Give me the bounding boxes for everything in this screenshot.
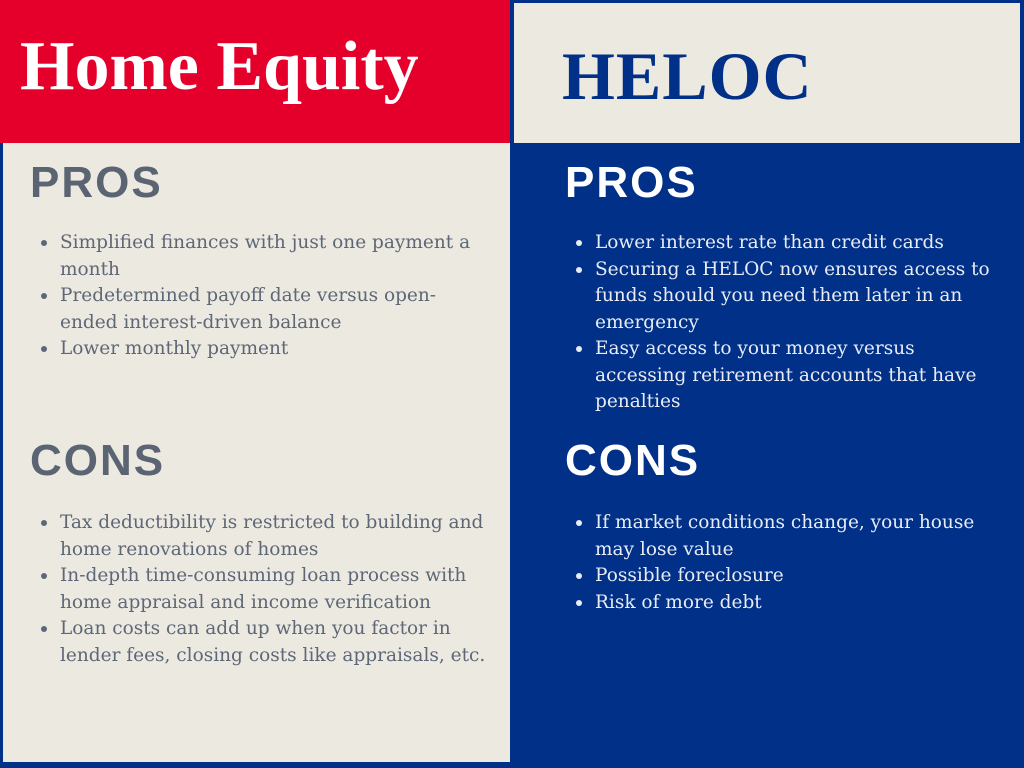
bullet-item: Securing a HELOC now ensures access to funds should you need them later in an emergency — [595, 257, 997, 337]
bullet-item: Possible foreclosure — [595, 563, 997, 590]
bullet-item: Tax deductibility is restricted to building and home renovations of homes — [60, 510, 490, 563]
heloc-pros-heading: PROS — [565, 158, 698, 207]
bottom-frame-border — [0, 762, 1024, 768]
bullet-item: Easy access to your money versus accessing retirement accounts that have penalties — [595, 336, 997, 416]
heloc-header — [514, 3, 1020, 143]
bullet-item: Simplified finances with just one payment a month — [60, 230, 490, 283]
home-equity-pros-list — [30, 230, 490, 363]
home-equity-title: Home Equity — [20, 28, 419, 105]
bullet-item: Predetermined payoff date versus open-ended interest-driven balance — [60, 283, 490, 336]
heloc-cons-heading: CONS — [565, 436, 701, 485]
heloc-cons-list — [565, 510, 997, 616]
heloc-title: HELOC — [562, 38, 813, 114]
bullet-item: In-depth time-consuming loan process with home appraisal and income verification — [60, 563, 490, 616]
home-equity-header — [0, 0, 510, 143]
home-equity-pros-heading: PROS — [30, 158, 163, 207]
left-frame-border — [0, 143, 3, 768]
bullet-item: Loan costs can add up when you factor in lender fees, closing costs like appraisals, etc. — [60, 616, 490, 669]
heloc-pros-list — [565, 230, 997, 416]
bullet-item: Risk of more debt — [595, 590, 997, 617]
bullet-item: Lower monthly payment — [60, 336, 490, 363]
home-equity-cons-list — [30, 510, 490, 669]
home-equity-cons-heading: CONS — [30, 436, 166, 485]
bullet-item: Lower interest rate than credit cards — [595, 230, 997, 257]
bullet-item: If market conditions change, your house may lose value — [595, 510, 997, 563]
